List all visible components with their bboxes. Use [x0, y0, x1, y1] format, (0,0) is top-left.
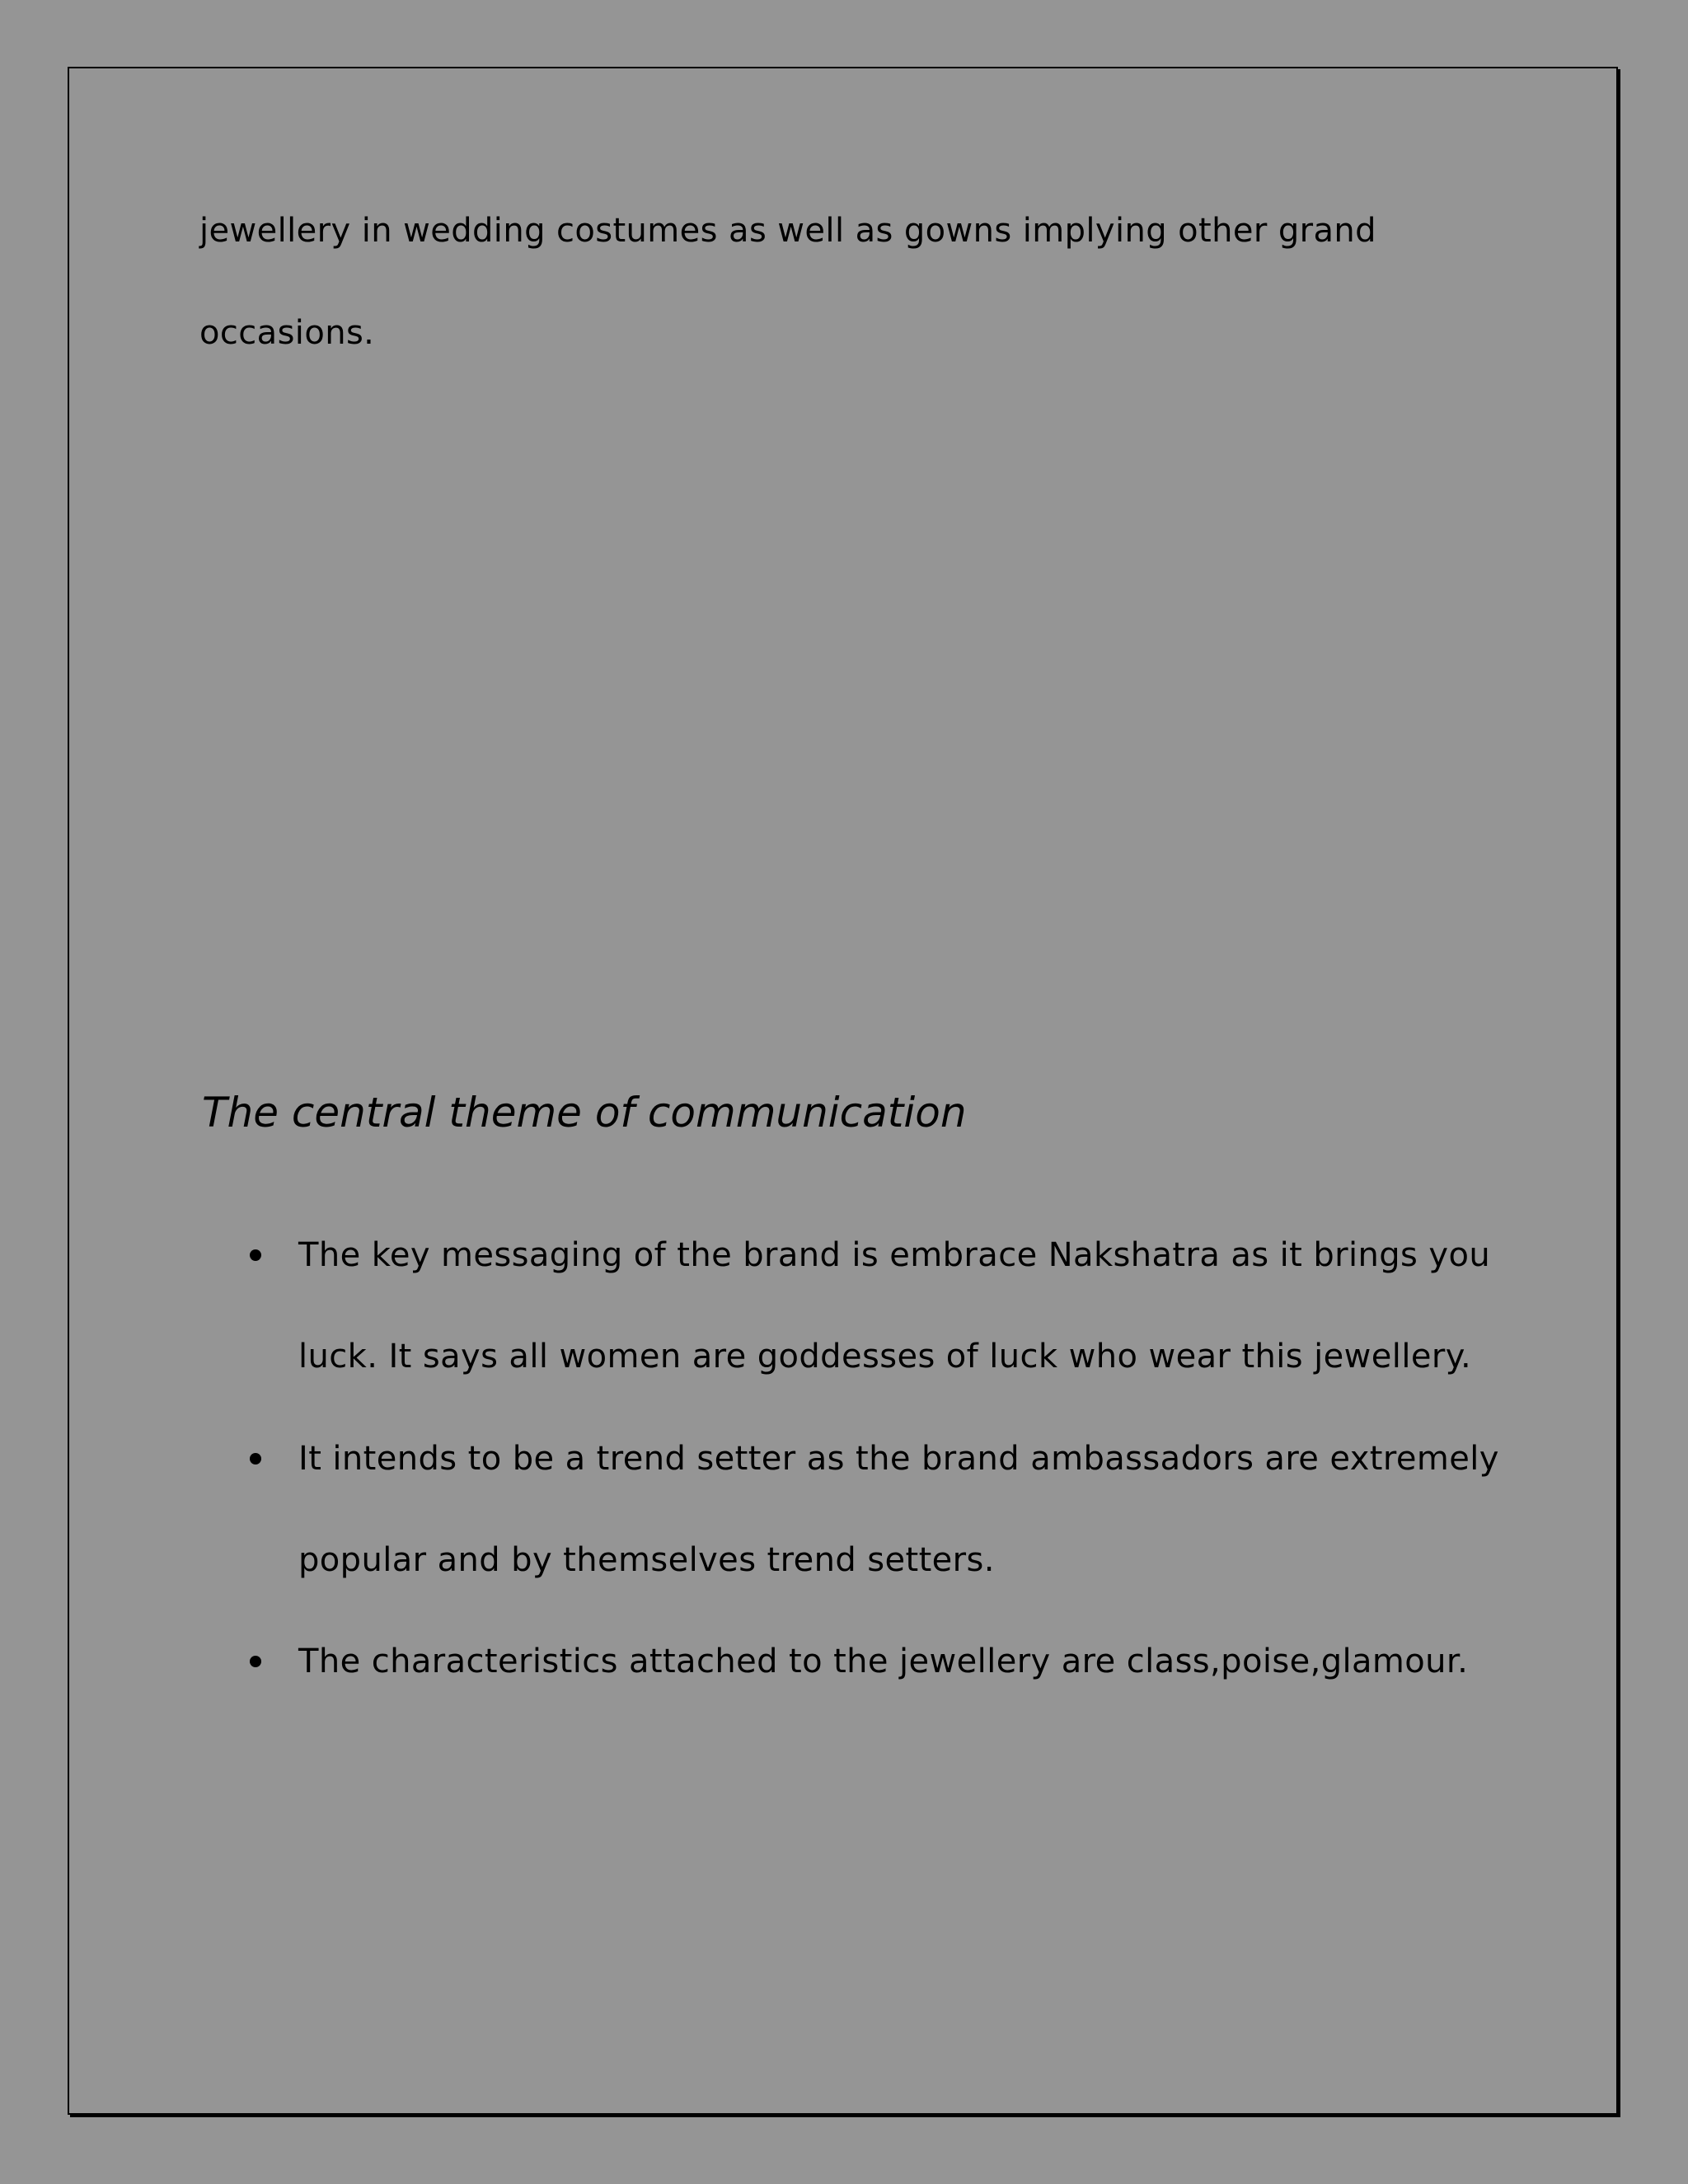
section-heading: The central theme of communication [202, 1089, 967, 1137]
list-item-line: luck. It says all women are goddesses of luck who wear this jewellery. [298, 1338, 1472, 1376]
paragraph-line-2: occasions. [199, 314, 375, 352]
list-item-line: popular and by themselves trend setters. [298, 1541, 995, 1579]
bullet-icon [250, 1453, 261, 1465]
list-item-line: It intends to be a trend setter as the brand ambassadors are extremely [298, 1440, 1499, 1478]
bullet-icon [250, 1656, 261, 1667]
bullet-icon [250, 1249, 261, 1261]
paragraph-line-1: jewellery in wedding costumes as well as gowns implying other grand [199, 212, 1376, 250]
list-item-line: The key messaging of the brand is embrace Nakshatra as it brings you [298, 1236, 1491, 1274]
list-item-line: The characteristics attached to the jewellery are class,poise,glamour. [298, 1643, 1469, 1680]
